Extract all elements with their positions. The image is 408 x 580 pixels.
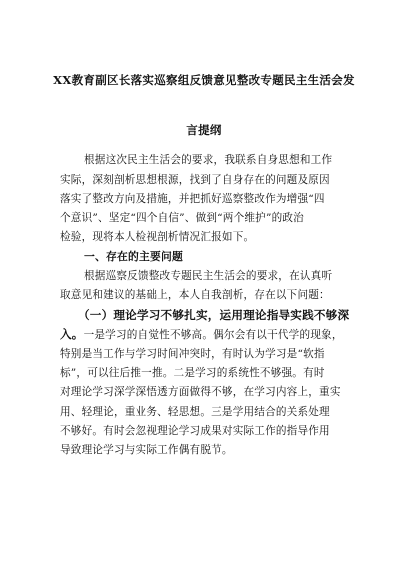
paragraph-3-line: 标”，可以往后推一推。二是学习的系统性不够强。有时 [60,367,325,379]
paragraph-2-line: 取意见和建议的基础上，本人自我剖析，存在以下问题： [60,289,330,301]
paragraph-3-text: 一是学习的自觉性不够高。偶尔会有以干代学的现象， [83,329,343,341]
paragraph-3-line [60,326,343,342]
paragraph-1-line: 根据这次民主生活会的要求，我联系自身思想和工作 [84,154,333,166]
paragraph-1-line: 个意识”、坚定“四个自信”、做到“两个维护”的政治 [60,212,304,224]
paragraph-1-line: 落实了整改方向及措施，并把抓好巡察整改作为增强“四 [60,193,325,205]
paragraph-3-line: 对理论学习深学深悟透方面做得不够，在学习内容上，重实 [60,386,341,398]
subsection-heading-1-tail: 入。 [60,327,84,341]
document-title-line-2: 言提纲 [186,123,222,137]
section-heading-1: 一、存在的主要问题 [84,250,183,263]
paragraph-1-line: 实际，深刻剖析思想根源，找到了自身存在的问题及原因 [60,174,330,186]
paragraph-1-line: 检验，现将本人检视剖析情况汇报如下。 [60,231,255,243]
paragraph-3-line: 导致理论学习与实际工作偶有脱节。 [60,444,233,456]
paragraph-3-line: 特别是当工作与学习时间冲突时，有时认为学习是“软指 [60,348,325,360]
paragraph-3-line: 不够好。有时会忽视理论学习成果对实际工作的指导作用 [60,425,330,437]
paragraph-2-line: 根据巡察反馈整改专题民主生活会的要求，在认真听 [84,270,333,282]
subsection-heading-1: （一）理论学习不够扎实，运用理论指导实践不够深 [78,308,350,322]
document-title-line-1: XX教育副区长落实巡察组反馈意见整改专题民主生活会发 [53,73,355,87]
paragraph-3-line: 用、轻理论，重业务、轻思想。三是学用结合的关系处理 [60,406,330,418]
